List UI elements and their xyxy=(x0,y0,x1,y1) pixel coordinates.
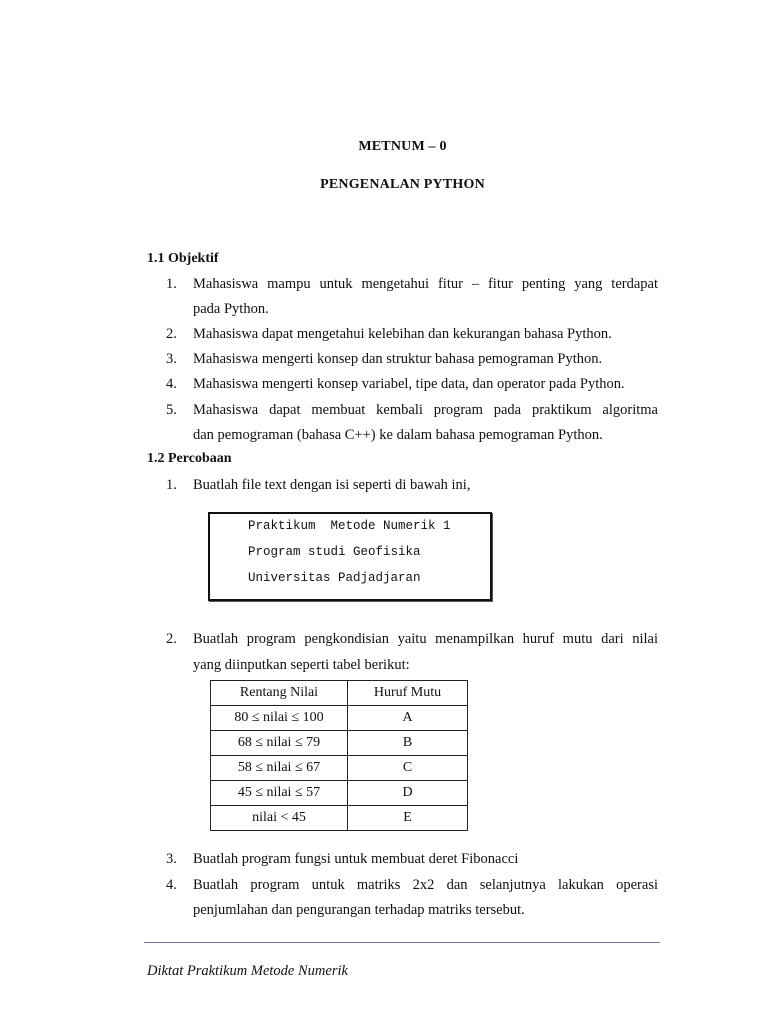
table-cell: 58 ≤ nilai ≤ 67 xyxy=(211,756,348,781)
list-item-text: Buatlah program fungsi untuk membuat deret Fibonacci xyxy=(193,851,519,867)
table-row xyxy=(211,806,468,831)
section-heading-objektif: 1.1 Objektif xyxy=(147,251,219,266)
code-line: Program studi Geofisika xyxy=(248,545,421,559)
document-title: METNUM – 0 xyxy=(358,139,447,154)
table-cell: A xyxy=(348,706,468,731)
list-number: 1. xyxy=(166,276,177,292)
table-cell: 80 ≤ nilai ≤ 100 xyxy=(211,706,348,731)
list-item-text: Buatlah program untuk matriks 2x2 dan selanjutnya lakukan operasi xyxy=(193,877,658,893)
table-cell: 45 ≤ nilai ≤ 57 xyxy=(211,781,348,806)
list-item-text: Mahasiswa mampu untuk mengetahui fitur – fitur penting yang terdapat xyxy=(193,276,658,292)
table-cell: 68 ≤ nilai ≤ 79 xyxy=(211,731,348,756)
list-item-text: Mahasiswa mengerti konsep dan struktur bahasa pemograman Python. xyxy=(193,351,603,367)
table-cell: D xyxy=(348,781,468,806)
table-cell: B xyxy=(348,731,468,756)
table-cell: nilai < 45 xyxy=(211,806,348,831)
list-number: 1. xyxy=(166,477,177,493)
table-row xyxy=(211,781,468,806)
list-item-text: Buatlah program pengkondisian yaitu menampilkan huruf mutu dari nilai xyxy=(193,631,658,647)
section-heading-percobaan: 1.2 Percobaan xyxy=(147,451,232,466)
list-item-text: Mahasiswa mengerti konsep variabel, tipe data, dan operator pada Python. xyxy=(193,376,625,392)
list-number: 2. xyxy=(166,631,177,647)
table-cell: E xyxy=(348,806,468,831)
list-item-text: penjumlahan dan pengurangan terhadap matriks tersebut. xyxy=(193,902,525,918)
table-row xyxy=(211,706,468,731)
list-number: 3. xyxy=(166,851,177,867)
table-cell: C xyxy=(348,756,468,781)
table-header-row xyxy=(211,681,468,706)
column-header: Huruf Mutu xyxy=(348,681,468,706)
table-row xyxy=(211,731,468,756)
code-box xyxy=(208,512,492,601)
list-item-text: Mahasiswa dapat mengetahui kelebihan dan kekurangan bahasa Python. xyxy=(193,326,612,342)
list-item-text: yang diinputkan seperti tabel berikut: xyxy=(193,657,410,673)
column-header: Rentang Nilai xyxy=(211,681,348,706)
grade-table xyxy=(210,680,468,831)
list-number: 4. xyxy=(166,877,177,893)
code-line: Praktikum Metode Numerik 1 xyxy=(248,519,451,533)
list-item-text: Mahasiswa dapat membuat kembali program pada praktikum algoritma xyxy=(193,402,658,418)
code-line: Universitas Padjadjaran xyxy=(248,571,421,585)
list-number: 2. xyxy=(166,326,177,342)
list-number: 4. xyxy=(166,376,177,392)
list-number: 5. xyxy=(166,402,177,418)
list-item-text: Buatlah file text dengan isi seperti di bawah ini, xyxy=(193,477,471,493)
table-row xyxy=(211,756,468,781)
list-number: 3. xyxy=(166,351,177,367)
footer-divider xyxy=(144,942,660,943)
document-subtitle: PENGENALAN PYTHON xyxy=(320,177,485,192)
list-item-text: dan pemograman (bahasa C++) ke dalam bahasa pemograman Python. xyxy=(193,427,603,443)
page-footer: Diktat Praktikum Metode Numerik xyxy=(147,963,348,979)
list-item-text: pada Python. xyxy=(193,301,269,317)
